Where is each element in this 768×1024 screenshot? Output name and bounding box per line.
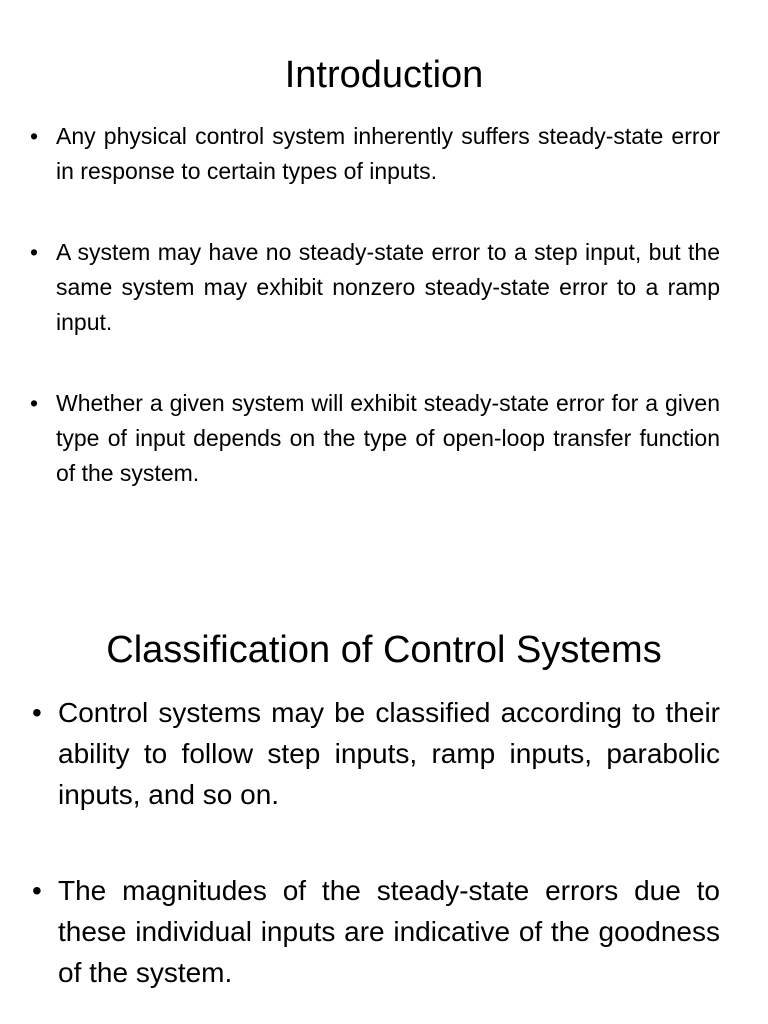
bullet-item: • A system may have no steady-state error to a step input, but the same system may exhibit nonzero steady-state error to a ramp input. [56,235,720,340]
bullet-item: • Control systems may be classified according to their ability to follow step inputs, ramp inputs, parabolic inputs, and so on. [58,692,720,815]
slide-title: Introduction [284,54,484,96]
bullet-list [0,119,768,491]
bullet-item: • Whether a given system will exhibit steady-state error for a given type of input depends on the type of open-loop transfer function of the system. [56,386,720,491]
slide-title: Classification of Control Systems [106,629,662,671]
bullet-item: • Any physical control system inherently suffers steady-state error in response to certain types of inputs. [56,119,720,189]
slide-classification [0,560,768,1024]
bullet-list [0,692,768,993]
bullet-item: • The magnitudes of the steady-state errors due to these individual inputs are indicative of the goodness of the system. [58,870,720,993]
